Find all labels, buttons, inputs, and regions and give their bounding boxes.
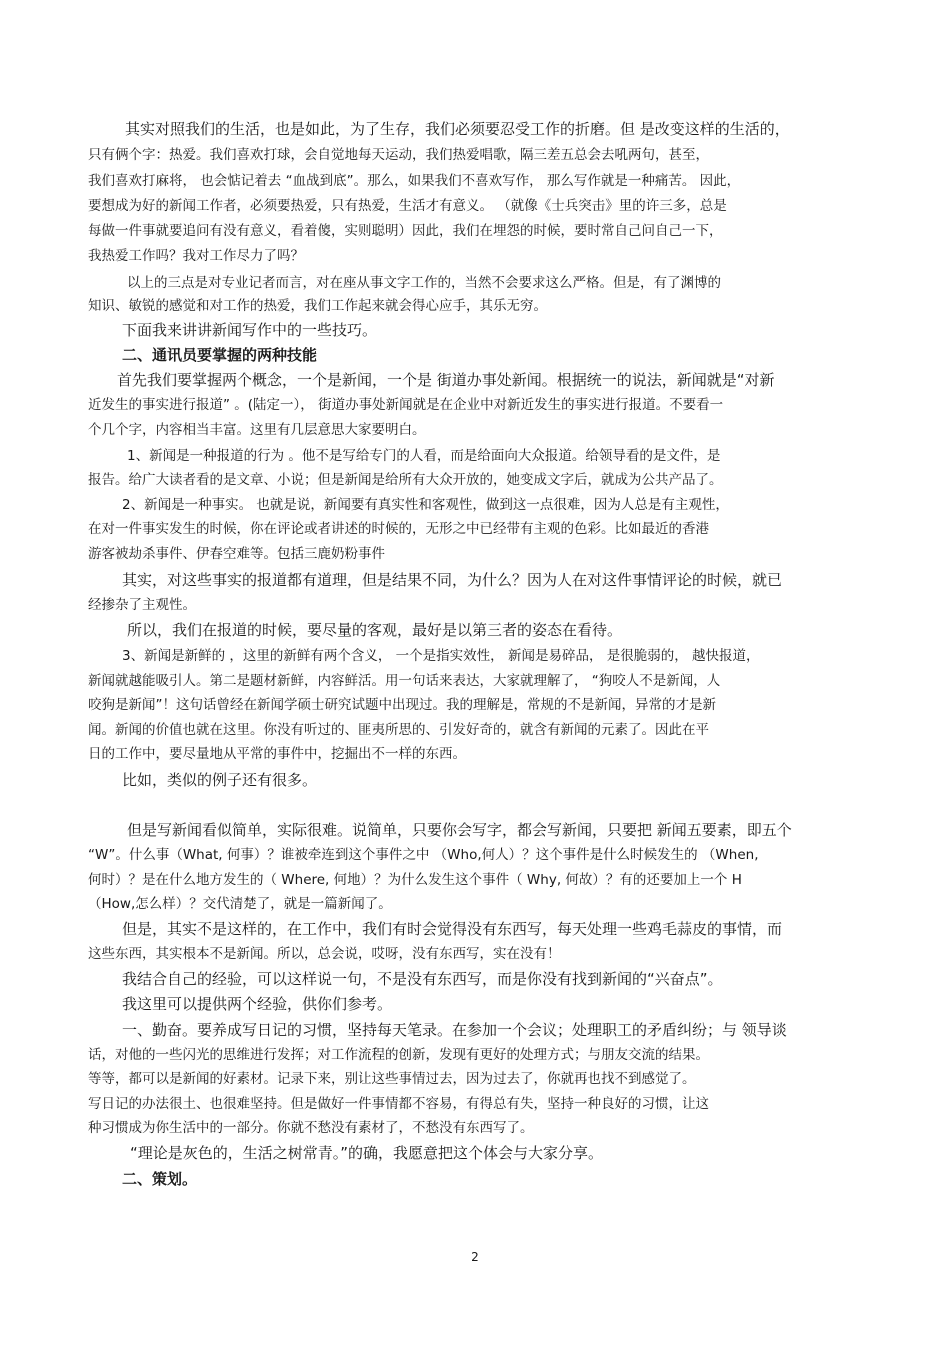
paragraph-line: 其实，对这些事实的报道都有道理，但是结果不同，为什么？因为人在对这件事情评论的时候，就已 [122,571,783,589]
paragraph-line: 报告。给广大读者看的是文章、小说；但是新闻是给所有大众开放的，她变成文字后，就成为公共产品了。 [88,472,723,488]
paragraph-line: 首先我们要掌握两个概念，一个是新闻，一个是 街道办事处新闻。根据统一的说法，新闻就是“对新 [117,371,775,389]
paragraph-line: 我结合自己的经验，可以这样说一句，不是没有东西写，而是你没有找到新闻的“兴奋点”。 [122,970,723,988]
paragraph-line: 这些东西，其实根本不是新闻。所以，总会说，哎呀，没有东西写，实在没有！ [88,946,561,962]
paragraph-line: 等等，都可以是新闻的好素材。记录下来，别让这些事情过去，因为过去了，你就再也找不到感觉了。 [88,1071,696,1087]
section-heading: 二、通讯员要掌握的两种技能 [122,346,318,364]
paragraph-line: 闻。新闻的价值也就在这里。你没有听过的、匪夷所思的、引发好奇的，就含有新闻的元素了。因此在平 [88,722,709,738]
paragraph-line: 近发生的事实进行报道” 。(陆定一）， 街道办事处新闻就是在企业中对新近发生的事实进行报道。不要看一 [88,397,724,413]
paragraph-line: 游客被劫杀事件、伊春空难等。包括三鹿奶粉事件 [88,546,385,562]
paragraph-line: 其实对照我们的生活，也是如此，为了生存，我们必须要忍受工作的折磨。但 是改变这样的生活的， [125,120,790,138]
paragraph-line: 个几个字，内容相当丰富。这里有几层意思大家要明白。 [88,422,426,438]
paragraph-line: 1、新闻是一种报道的行为 。他不是写给专门的人看，而是给面向大众报道。给领导看的是文件，是 [127,448,721,464]
paragraph-line: 在对一件事实发生的时候，你在评论或者讲述的时候的，无形之中已经带有主观的色彩。比如最近的香港 [88,521,709,537]
paragraph-line: 要想成为好的新闻工作者，必须要热爱，只有热爱，生活才有意义。 （就像《士兵突击》里的许三多，总是 [88,198,727,214]
paragraph-line: 咬狗是新闻”！这句话曾经在新闻学硕士研究试题中出现过。我的理解是，常规的不是新闻，异常的才是新 [88,697,716,713]
paragraph-line: 我们喜欢打麻将， 也会惦记着去 “血战到底”。那么，如果我们不喜欢写作， 那么写作就是一种痛苦。 因此， [88,173,741,189]
section-heading: 二、策划。 [122,1170,198,1188]
paragraph-line: 新闻就越能吸引人。第二是题材新鲜，内容鲜活。用一句话来表达，大家就理解了， “狗咬人不是新闻，人 [88,673,721,689]
paragraph-line: 只有俩个字：热爱。我们喜欢打球，会自觉地每天运动，我们热爱唱歌，隔三差五总会去吼两句，甚至， [88,147,709,163]
paragraph-line: 知识、敏锐的感觉和对工作的热爱，我们工作起来就会得心应手，其乐无穷。 [88,298,547,314]
paragraph-line: 话，对他的一些闪光的思维进行发挥；对工作流程的创新，发现有更好的处理方式；与朋友交流的结果。 [88,1047,709,1063]
paragraph-line: （How,怎么样）？交代清楚了，就是一篇新闻了。 [88,896,392,912]
paragraph-line: 日的工作中，要尽量地从平常的事件中，挖掘出不一样的东西。 [88,746,466,762]
paragraph-line: 3、新闻是新鲜的 ，这里的新鲜有两个含义， 一个是指实效性， 新闻是易碎品， 是很脆弱的， 越快报道， [122,648,760,664]
paragraph-line: “理论是灰色的，生活之树常青。”的确，我愿意把这个体会与大家分享。 [130,1144,604,1162]
paragraph-line: 每做一件事就要追问有没有意义，看着傻，实则聪明）因此，我们在埋怨的时候，要时常自己问自己一下， [88,223,723,239]
paragraph-line: 2、新闻是一种事实。 也就是说，新闻要有真实性和客观性，做到这一点很难，因为人总是有主观性， [122,497,729,513]
paragraph-line: 但是，其实不是这样的，在工作中，我们有时会觉得没有东西写，每天处理一些鸡毛蒜皮的事情，而 [122,920,783,938]
paragraph-line: 以上的三点是对专业记者而言，对在座从事文字工作的，当然不会要求这么严格。但是，有了渊博的 [127,275,721,291]
paragraph-line: 写日记的办法很土、也很难坚持。但是做好一件事情都不容易，有得总有失，坚持一种良好的习惯，让这 [88,1096,709,1112]
paragraph-line: 我这里可以提供两个经验，供你们参考。 [122,995,393,1013]
page-number: 2 [471,1250,479,1264]
paragraph-line: 种习惯成为你生活中的一部分。你就不愁没有素材了，不愁没有东西写了。 [88,1120,534,1136]
paragraph-line: 所以，我们在报道的时候，要尽量的客观，最好是以第三者的姿态在看待。 [127,621,623,639]
paragraph-line: 但是写新闻看似简单，实际很难。说简单，只要你会写字，都会写新闻，只要把 新闻五要素，即五个 [127,821,792,839]
paragraph-line: 下面我来讲讲新闻写作中的一些技巧。 [122,321,378,339]
paragraph-line: 何时）？是在什么地方发生的（ Where, 何地）？为什么发生这个事件（ Why, 何故）？有的还要加上一个 H [88,872,742,888]
paragraph-line: 比如，类似的例子还有很多。 [122,771,318,789]
paragraph-line: 我热爱工作吗？我对工作尽力了吗？ [88,248,304,264]
paragraph-line: “W”。什么事（What, 何事）？谁被牵连到这个事件之中 （Who,何人）？这个事件是什么时候发生的 （When, [88,847,759,863]
paragraph-line: 一、勤奋。要养成写日记的习惯，坚持每天笔录。在参加一个会议；处理职工的矛盾纠纷；与 领导谈 [122,1021,787,1039]
paragraph-line: 经掺杂了主观性。 [88,597,196,613]
